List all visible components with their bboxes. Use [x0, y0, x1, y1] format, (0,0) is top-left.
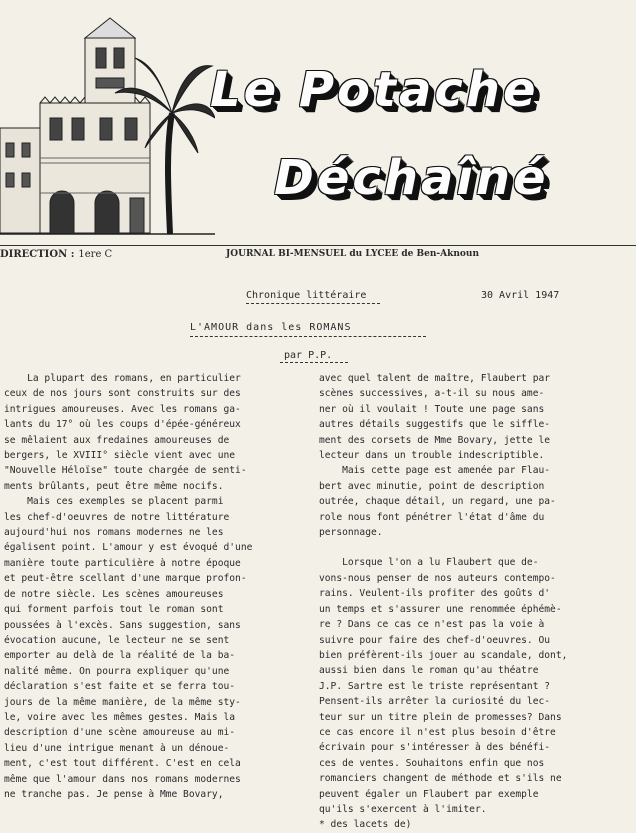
text-line: vons-nous penser de nos auteurs contempo- — [319, 572, 556, 584]
direction-text: DIRECTION : — [0, 249, 75, 260]
text-line: personnage. — [319, 527, 383, 539]
text-line: ner où il voulait ! Toute une page sans — [319, 403, 545, 415]
lycee-building-illustration — [0, 8, 215, 238]
text-line: un temps et s'assurer une renommée éphémè- — [319, 603, 562, 615]
article-left-column — [4, 371, 304, 802]
text-line: scènes successives, a-t-il su nous ame- — [319, 388, 545, 400]
text-line: jours de la même manière, de la même sty- — [4, 696, 241, 708]
masthead-title-line1: Le Potache — [210, 62, 539, 118]
text-line: lecteur dans un trouble indescriptible. — [319, 450, 545, 462]
text-line: Pensent-ils arrêter la curiosité du lec- — [319, 696, 551, 708]
text-line: emporter au delà de la réalité de la ba- — [4, 650, 236, 662]
text-line: égalisent point. L'amour y est évoqué d'une — [4, 542, 253, 554]
text-line: * des lacets de) — [319, 819, 412, 831]
text-line: ceux de nos jours sont construits sur des — [4, 388, 241, 400]
text-line: lants du 17° où les coups d'épée-généreux — [4, 419, 241, 431]
text-line: J.P. Sartre est le triste représentant ? — [319, 680, 551, 692]
direction-label — [0, 249, 112, 260]
text-line: Mais cette page est amenée par Flau- — [319, 465, 551, 477]
masthead-title-line2: Déchaîné — [274, 150, 549, 206]
text-line: rains. Veulent-ils profiter des goûts d' — [319, 588, 551, 600]
text-line: intrigues amoureuses. Avec les romans ga- — [4, 403, 241, 415]
text-line: ces de ventes. Souhaitons enfin que nos — [319, 757, 545, 769]
text-line: et peut-être scellant d'une marque profon- — [4, 573, 247, 585]
text-line — [319, 540, 627, 555]
text-line: le, voire avec les mêmes gestes. Mais la — [4, 711, 236, 723]
text-line: aussi bien dans le roman qu'au théatre — [319, 665, 539, 677]
text-line: description d'une scène amoureuse au mi- — [4, 727, 236, 739]
section-underline — [246, 303, 380, 304]
article-byline: par P.P. — [284, 350, 333, 361]
article-title-underline — [190, 336, 426, 337]
section-label: Chronique littéraire — [246, 290, 367, 301]
text-line: La plupart des romans, en particulier — [4, 373, 241, 384]
article-date: 30 Avril 1947 — [481, 290, 560, 301]
text-line: manière toute particulière à notre époque — [4, 557, 241, 569]
text-line: Lorsque l'on a lu Flaubert que de- — [319, 557, 539, 569]
text-line: écrivain pour s'intéresser à des bénéfi- — [319, 742, 551, 754]
byline-underline — [280, 362, 348, 363]
text-line: se mêlaient aux fredaines amoureuses de — [4, 434, 230, 446]
text-line: ment, c'est tout différent. C'est en cela — [4, 758, 241, 770]
text-line: romanciers changent de méthode et s'ils ne — [319, 773, 562, 785]
text-line: qui forment parfois tout le roman sont — [4, 604, 224, 616]
article-right-column — [319, 371, 627, 833]
text-line: bergers, le XVIII° siècle vient avec une — [4, 450, 236, 462]
text-line: de notre siècle. Les scènes amoureuses — [4, 588, 224, 600]
article-title: L'AMOUR dans les ROMANS — [190, 322, 352, 333]
text-line: avec quel talent de maître, Flaubert par — [319, 373, 551, 384]
text-line: outrée, chaque détail, un regard, une pa- — [319, 496, 556, 508]
text-line: suivre pour faire des chef-d'oeuvres. Ou — [319, 634, 551, 646]
text-line: lieu d'une intrigue menant à un dénoue- — [4, 742, 230, 754]
text-line: role nous font pénétrer l'état d'âme du — [319, 511, 545, 523]
text-line: ment des corsets de Mme Bovary, jette le — [319, 434, 551, 446]
text-line: peuvent égaler un Flaubert par exemple — [319, 788, 539, 800]
text-line: re ? Dans ce cas ce n'est pas la voie à — [319, 619, 545, 631]
text-line: Mais ces exemples se placent parmi — [4, 496, 224, 508]
text-line: nalité même. On pourra expliquer qu'une — [4, 665, 230, 677]
journal-subtitle: JOURNAL BI-MENSUEL du LYCEE de Ben-Aknoun — [226, 249, 479, 259]
text-line: "Nouvelle Héloïse" toute chargée de senti- — [4, 465, 247, 477]
text-line: ce cas encore il n'est plus besoin d'être — [319, 726, 556, 738]
text-line: même que l'amour dans nos romans modernes — [4, 773, 241, 785]
text-line: aujourd'hui nos romans modernes ne les — [4, 527, 224, 539]
text-line: poussées à l'excès. Sans suggestion, sans — [4, 619, 241, 631]
text-line: bert avec minutie, point de description — [319, 480, 545, 492]
text-line: ne tranche pas. Je pense à Mme Bovary, — [4, 788, 224, 800]
text-line: teur sur un titre plein de promesses? Dans — [319, 711, 562, 723]
newspaper-masthead — [210, 60, 630, 230]
direction-class: 1ere C — [78, 249, 113, 260]
text-line: déclaration s'est faite et se ferra tou- — [4, 681, 236, 693]
text-line: évocation aucune, le lecteur ne se sent — [4, 634, 230, 646]
text-line: ments brûlants, peut être même nocifs. — [4, 480, 224, 492]
text-line: bien préfèrent-ils jouer au scandale, dont, — [319, 649, 568, 661]
header-divider — [0, 245, 636, 246]
text-line: autres détails suggestifs que le siffle- — [319, 419, 551, 431]
text-line: qu'ils s'exercent à l'imiter. — [319, 803, 487, 815]
text-line: les chef-d'oeuvres de notre littérature — [4, 511, 230, 523]
